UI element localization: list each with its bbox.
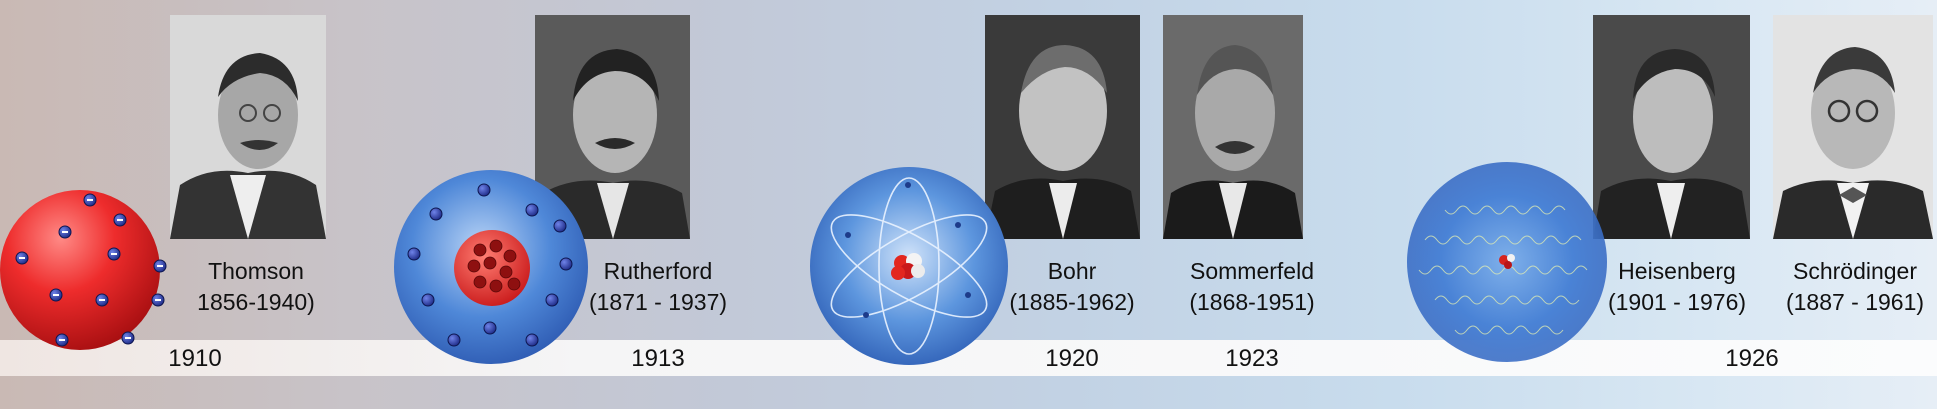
bohr-orbital-model — [808, 165, 1010, 367]
rutherford-nuclear-model — [392, 168, 590, 366]
thomson-name: Thomson — [208, 258, 304, 284]
heisenberg-portrait — [1593, 15, 1750, 239]
year-1920: 1920 — [1045, 345, 1099, 372]
schrodinger-label — [1786, 256, 1924, 318]
rutherford-dates: (1871 - 1937) — [588, 289, 728, 315]
schrodinger-dates: (1887 - 1961) — [1785, 289, 1925, 315]
sommerfeld-dates: (1868-1951) — [1189, 289, 1315, 315]
heisenberg-dates: (1901 - 1976) — [1607, 289, 1747, 315]
heisenberg-label — [1608, 256, 1746, 318]
thomson-plum-pudding-model — [0, 170, 170, 370]
bohr-name: Bohr — [1047, 258, 1097, 284]
positive-sphere — [0, 190, 160, 350]
bohr-dates: (1885-1962) — [1009, 289, 1135, 315]
thomson-label — [197, 256, 315, 318]
sommerfeld-label — [1189, 256, 1314, 318]
year-1910: 1910 — [168, 345, 222, 372]
thomson-portrait — [170, 15, 326, 239]
quantum-cloud-model — [1405, 160, 1610, 365]
schrodinger-portrait — [1773, 15, 1933, 239]
year-1913: 1913 — [631, 345, 685, 372]
sommerfeld-name: Sommerfeld — [1190, 258, 1314, 284]
rutherford-label — [589, 256, 727, 318]
bohr-label — [1009, 256, 1134, 318]
heisenberg-name: Heisenberg — [1618, 258, 1736, 284]
year-1923: 1923 — [1225, 345, 1279, 372]
thomson-dates: 1856-1940) — [197, 289, 315, 315]
schrodinger-name: Schrödinger — [1792, 258, 1918, 284]
year-1926: 1926 — [1725, 345, 1779, 372]
sommerfeld-portrait — [1163, 15, 1303, 239]
rutherford-name: Rutherford — [603, 258, 713, 284]
